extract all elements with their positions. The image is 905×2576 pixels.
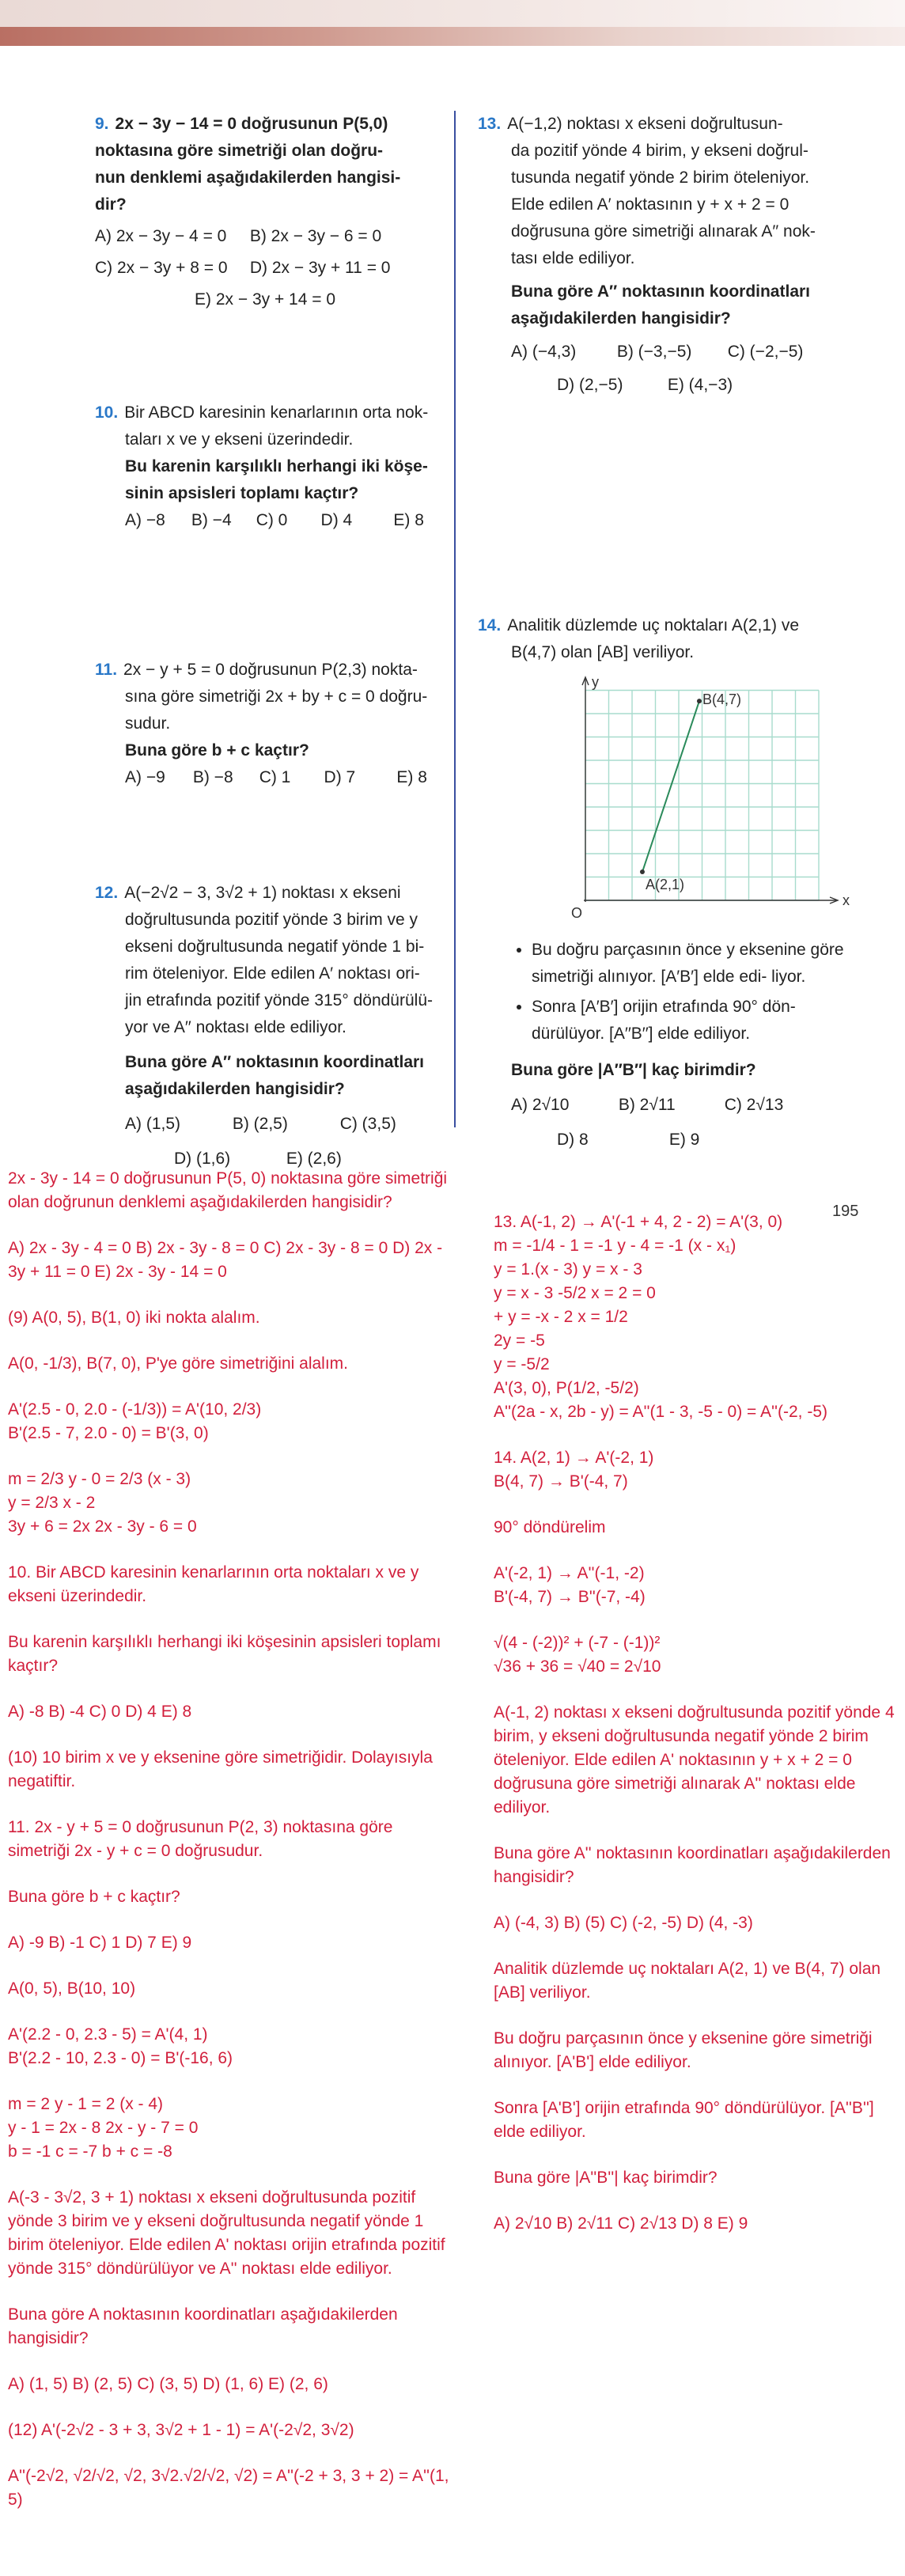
- note-spacer: [494, 1609, 902, 1631]
- note-spacer: [8, 1955, 459, 1977]
- page-header-top: [0, 0, 905, 27]
- question-number: 13.: [478, 115, 502, 133]
- note-spacer: [494, 1679, 902, 1701]
- note-line: 10. Bir ABCD karesinin kenarlarının orta noktaları x ve y ekseni üzerindedir.: [8, 1563, 419, 1605]
- option-e[interactable]: E) 9: [668, 1131, 700, 1149]
- note-line: B(4, 7) → B'(-4, 7): [494, 1472, 628, 1491]
- red-notes-right: [494, 1210, 902, 2236]
- note-spacer: [8, 1909, 459, 1931]
- note-line: Bu doğru parçasının önce y eksenine göre simetriği alınıyor. [A'B'] elde ediliyor.: [494, 2029, 873, 2071]
- note-spacer: [494, 1540, 902, 1562]
- option-b[interactable]: B) (−3,−5): [616, 343, 692, 361]
- origin-label: O: [571, 905, 583, 921]
- note-line: Buna göre A'' noktasının koordinatları aşağıdakilerden hangisidir?: [494, 1844, 891, 1886]
- question-line: ekseni doğrultusunda negatif yönde 1 bi-: [125, 938, 425, 956]
- option-e[interactable]: E) (4,−3): [667, 376, 733, 394]
- note-spacer: [8, 2070, 459, 2093]
- segment-ab: [642, 701, 699, 872]
- y-axis-label: y: [592, 674, 599, 690]
- note-line: Bu karenin karşılıklı herhangi iki köşesinin apsisleri toplamı kaçtır?: [8, 1633, 441, 1675]
- note-spacer: [8, 1794, 459, 1816]
- question-line: jin etrafında pozitif yönde 315° döndürülü-: [125, 991, 433, 1010]
- note-line: A'(2.2 - 0, 2.3 - 5) = A'(4, 1): [8, 2025, 208, 2044]
- option-a[interactable]: A) 2√10: [511, 1096, 570, 1114]
- note-line: 3y + 6 = 2x 2x - 3y - 6 = 0: [8, 1517, 197, 1536]
- note-line: A(0, -1/3), B(7, 0), P'ye göre simetriğini alalım.: [8, 1354, 348, 1373]
- column-divider: [454, 111, 456, 1127]
- note-line: B'(2.2 - 10, 2.3 - 0) = B'(-16, 6): [8, 2049, 233, 2067]
- note-line: m = -1/4 - 1 = -1 y - 4 = -1 (x - x₁): [494, 1237, 736, 1255]
- note-spacer: [494, 2005, 902, 2027]
- bullet-item: • Sonra [A′B′] orijin etrafında 90° dön- dürülüyor. [A′′B′′] elde ediliyor.: [532, 994, 851, 1047]
- note-spacer: [8, 1445, 459, 1468]
- option-e[interactable]: E) (2,6): [286, 1150, 342, 1168]
- option-e[interactable]: E) 8: [393, 511, 424, 529]
- note-line: y = x - 3 -5/2 x = 2 = 0: [494, 1284, 656, 1302]
- note-line: m = 2/3 y - 0 = 2/3 (x - 3): [8, 1470, 191, 1488]
- point-b-dot: [697, 699, 702, 703]
- note-line: A) (1, 5) B) (2, 5) C) (3, 5) D) (1, 6) E) (2, 6): [8, 2375, 328, 2393]
- option-d[interactable]: D) (2,−5): [557, 376, 623, 394]
- option-d[interactable]: D) 7: [324, 768, 356, 786]
- question-line: da pozitif yönde 4 birim, y ekseni doğrul-: [511, 142, 808, 160]
- question-prompt: Bu karenin karşılıklı herhangi iki köşe-: [125, 457, 428, 475]
- option-d[interactable]: D) 4: [320, 511, 353, 529]
- note-line: A(0, 5), B(10, 10): [8, 1979, 136, 1998]
- note-spacer: [8, 1608, 459, 1631]
- note-line: b = -1 c = -7 b + c = -8: [8, 2142, 172, 2161]
- question-number: 10.: [95, 403, 119, 422]
- point-a-dot: [640, 869, 645, 874]
- option-b[interactable]: B) (2,5): [232, 1115, 288, 1133]
- note-line: A''(-2√2, √2/√2, √2, 3√2.√2/√2, √2) = A''(-2 + 3, 3 + 2) = A''(1, 5): [8, 2467, 449, 2509]
- question-line: taları x ve y ekseni üzerindedir.: [125, 430, 354, 449]
- bullet-list: [511, 937, 851, 1047]
- question-prompt: Buna göre A′′ noktasının koordinatları: [511, 282, 810, 301]
- option-c[interactable]: C) 0: [256, 511, 288, 529]
- option-b[interactable]: B) 2√11: [618, 1096, 676, 1114]
- note-line: 14. A(2, 1) → A'(-2, 1): [494, 1449, 654, 1467]
- option-d[interactable]: D) 8: [557, 1131, 589, 1149]
- question-line: yor ve A′′ noktası elde ediliyor.: [125, 1018, 346, 1036]
- question-number: 11.: [95, 661, 118, 679]
- question-number: 9.: [95, 115, 109, 133]
- option-c[interactable]: C) 1: [259, 768, 291, 786]
- question-9: [95, 111, 443, 313]
- note-line: (12) A'(-2√2 - 3 + 3, 3√2 + 1 - 1) = A'(-2√2, 3√2): [8, 2421, 354, 2439]
- note-line: A''(2a - x, 2b - y) = A''(1 - 3, -5 - 0) = A''(-2, -5): [494, 1403, 828, 1421]
- question-line: tusunda negatif yönde 2 birim öteleniyor.: [511, 169, 810, 187]
- question-10: [95, 400, 443, 534]
- question-prompt: Buna göre |A′′B′′| kaç birimdir?: [511, 1061, 756, 1079]
- note-line: 90° döndürelim: [494, 1518, 606, 1536]
- question-line: A(−1,2) noktası x ekseni doğrultusun-: [507, 115, 783, 133]
- note-line: B'(2.5 - 7, 2.0 - 0) = B'(3, 0): [8, 1424, 209, 1442]
- note-spacer: [8, 1863, 459, 1885]
- note-line: 2x - 3y - 14 = 0 doğrusunun P(5, 0) noktasına göre simetriği olan doğrunun denklemi aşağıdakilerden hangisidir?: [8, 1169, 448, 1211]
- note-spacer: [8, 1724, 459, 1746]
- note-line: √(4 - (-2))² + (-7 - (-1))²: [494, 1634, 661, 1652]
- question-number: 12.: [95, 884, 119, 902]
- question-line: Analitik düzlemde uç noktaları A(2,1) ve: [507, 616, 800, 635]
- coordinate-graph: [554, 672, 850, 922]
- note-spacer: [8, 2442, 459, 2464]
- note-spacer: [494, 1889, 902, 1911]
- option-d[interactable]: D) (1,6): [174, 1150, 231, 1168]
- question-line: tası elde ediliyor.: [511, 249, 635, 267]
- note-spacer: [494, 1935, 902, 1957]
- note-line: y = -5/2: [494, 1355, 550, 1373]
- question-line: rim öteleniyor. Elde edilen A′ noktası ori-: [125, 964, 420, 983]
- page-number: 195: [832, 1203, 859, 1220]
- note-spacer: [494, 1424, 902, 1446]
- note-line: Buna göre |A''B''| kaç birimdir?: [494, 2169, 718, 2187]
- point-b-label: B(4,7): [702, 691, 741, 708]
- note-line: m = 2 y - 1 = 2 (x - 4): [8, 2095, 164, 2113]
- question-14-body: [511, 937, 851, 1154]
- question-line: Bir ABCD karesinin kenarlarının orta nok-: [124, 403, 429, 422]
- note-spacer: [8, 1678, 459, 1700]
- question-line: 2x − y + 5 = 0 doğrusunun P(2,3) nokta-: [123, 661, 418, 679]
- question-line: Elde edilen A′ noktasının y + x + 2 = 0: [511, 195, 790, 214]
- note-line: Analitik düzlemde uç noktaları A(2, 1) ve B(4, 7) olan [AB] veriliyor.: [494, 1960, 881, 2002]
- option-e[interactable]: E) 8: [396, 768, 427, 786]
- question-line: dir?: [95, 195, 127, 214]
- note-line: A) 2x - 3y - 4 = 0 B) 2x - 3y - 8 = 0 C) 2x - 3y - 8 = 0 D) 2x - 3y + 11 = 0 E) 2x - 3y - 14 = 0: [8, 1239, 443, 1281]
- note-line: A'(3, 0), P(1/2, -5/2): [494, 1379, 639, 1397]
- note-spacer: [8, 1214, 459, 1237]
- note-line: (10) 10 birim x ve y eksenine göre simetriğidir. Dolayısıyla negatiftir.: [8, 1748, 433, 1790]
- note-line: A) -9 B) -1 C) 1 D) 7 E) 9: [8, 1934, 192, 1952]
- note-spacer: [8, 2164, 459, 2186]
- note-line: y = 2/3 x - 2: [8, 1494, 96, 1512]
- option-e[interactable]: E) 2x − 3y + 14 = 0: [195, 290, 336, 309]
- note-line: 2y = -5: [494, 1332, 545, 1350]
- note-line: y - 1 = 2x - 8 2x - y - 7 = 0: [8, 2119, 199, 2137]
- option-c[interactable]: C) 2x − 3y + 8 = 0: [95, 259, 228, 277]
- note-spacer: [8, 2396, 459, 2419]
- question-11: [95, 657, 443, 791]
- note-line: Sonra [A'B'] orijin etrafında 90° döndürülüyor. [A''B''] elde ediliyor.: [494, 2099, 874, 2141]
- note-line: + y = -x - 2 x = 1/2: [494, 1308, 628, 1326]
- option-a[interactable]: A) 2x − 3y − 4 = 0: [95, 227, 227, 245]
- question-prompt: aşağıdakilerden hangisidir?: [511, 309, 731, 328]
- note-spacer: [8, 2351, 459, 2373]
- note-line: A) -8 B) -4 C) 0 D) 4 E) 8: [8, 1703, 192, 1721]
- note-spacer: [494, 1820, 902, 1842]
- note-line: A'(-2, 1) → A''(-1, -2): [494, 1564, 645, 1582]
- note-spacer: [494, 2190, 902, 2212]
- question-prompt: Buna göre A′′ noktasının koordinatları: [125, 1053, 424, 1071]
- question-line: noktasına göre simetriği olan doğru-: [95, 142, 384, 160]
- graph-svg: [554, 672, 850, 921]
- page-header-band: [0, 0, 905, 46]
- question-line: sına göre simetriği 2x + by + c = 0 doğru-: [125, 688, 428, 706]
- question-prompt: aşağıdakilerden hangisidir?: [125, 1080, 345, 1098]
- option-b[interactable]: B) −4: [191, 511, 232, 529]
- note-spacer: [8, 2001, 459, 2023]
- option-b[interactable]: B) −8: [192, 768, 233, 786]
- note-line: Buna göre A noktasının koordinatları aşağıdakilerden hangisidir?: [8, 2305, 398, 2347]
- question-prompt: sinin apsisleri toplamı kaçtır?: [125, 484, 359, 502]
- option-a[interactable]: A) (1,5): [125, 1115, 181, 1133]
- note-line: A(-1, 2) noktası x ekseni doğrultusunda pozitif yönde 4 birim, y ekseni doğrultusunda negatif yönde 2 birim öteleniyor. Elde edilen A' noktasının y + x + 2 = 0 doğrusuna göre simetriği alınarak A'' noktası elde ediliyor.: [494, 1703, 895, 1816]
- note-line: B'(-4, 7) → B''(-7, -4): [494, 1588, 646, 1606]
- note-spacer: [494, 1494, 902, 1516]
- question-number: 14.: [478, 616, 502, 635]
- point-a-label: A(2,1): [645, 877, 685, 893]
- note-spacer: [8, 1284, 459, 1306]
- note-line: 11. 2x - y + 5 = 0 doğrusunun P(2, 3) noktasına göre simetriği 2x - y + c = 0 doğrusudur.: [8, 1818, 393, 1860]
- option-a[interactable]: A) −9: [125, 768, 165, 786]
- note-spacer: [494, 2074, 902, 2097]
- question-12: [95, 880, 443, 1172]
- question-prompt: Buna göre b + c kaçtır?: [125, 741, 309, 760]
- note-line: 13. A(-1, 2) → A'(-1 + 4, 2 - 2) = A'(3, 0): [494, 1213, 783, 1231]
- note-line: √36 + 36 = √40 = 2√10: [494, 1657, 661, 1676]
- note-line: A) (-4, 3) B) (5) C) (-2, -5) D) (4, -3): [494, 1914, 753, 1932]
- note-spacer: [8, 1376, 459, 1398]
- note-line: (9) A(0, 5), B(1, 0) iki nokta alalım.: [8, 1309, 260, 1327]
- note-line: A) 2√10 B) 2√11 C) 2√13 D) 8 E) 9: [494, 2214, 748, 2233]
- note-line: A(-3 - 3√2, 3 + 1) noktası x ekseni doğrultusunda pozitif yönde 3 birim ve y ekseni doğrultusunda negatif yönde 1 birim öteleniyor. Elde edilen A' noktası orijin etrafında pozitif yönde 315° döndürülüyor ve A'' noktası elde ediliyor.: [8, 2188, 445, 2278]
- option-a[interactable]: A) −8: [125, 511, 165, 529]
- option-d[interactable]: D) 2x − 3y + 11 = 0: [249, 259, 391, 277]
- note-spacer: [8, 1330, 459, 1352]
- note-line: A'(2.5 - 0, 2.0 - (-1/3)) = A'(10, 2/3): [8, 1400, 262, 1419]
- question-13: [478, 111, 850, 399]
- question-line: nun denklemi aşağıdakilerden hangisi-: [95, 169, 401, 187]
- red-notes-left: [8, 1167, 459, 2512]
- note-spacer: [8, 2281, 459, 2303]
- question-line: A(−2√2 − 3, 3√2 + 1) noktası x ekseni: [124, 884, 401, 902]
- question-line: B(4,7) olan [AB] veriliyor.: [511, 643, 695, 661]
- question-line: doğrusuna göre simetriği alınarak A′′ nok-: [511, 222, 816, 241]
- note-spacer: [494, 2144, 902, 2166]
- option-c[interactable]: C) 2√13: [724, 1096, 784, 1114]
- note-line: Buna göre b + c kaçtır?: [8, 1888, 180, 1906]
- option-b[interactable]: B) 2x − 3y − 6 = 0: [249, 227, 382, 245]
- option-a[interactable]: A) (−4,3): [511, 343, 577, 361]
- note-line: y = 1.(x - 3) y = x - 3: [494, 1260, 642, 1279]
- question-14: [478, 612, 850, 666]
- option-c[interactable]: C) (−2,−5): [727, 343, 804, 361]
- option-c[interactable]: C) (3,5): [339, 1115, 396, 1133]
- question-line: 2x − 3y − 14 = 0 doğrusunun P(5,0): [115, 115, 388, 133]
- question-line: doğrultusunda pozitif yönde 3 birim ve y: [125, 911, 418, 929]
- question-line: sudur.: [125, 714, 171, 733]
- note-spacer: [8, 1539, 459, 1561]
- x-axis-label: x: [843, 892, 850, 908]
- bullet-item: • Bu doğru parçasının önce y eksenine göre simetriği alınıyor. [A′B′] elde edi- liyor.: [532, 937, 851, 991]
